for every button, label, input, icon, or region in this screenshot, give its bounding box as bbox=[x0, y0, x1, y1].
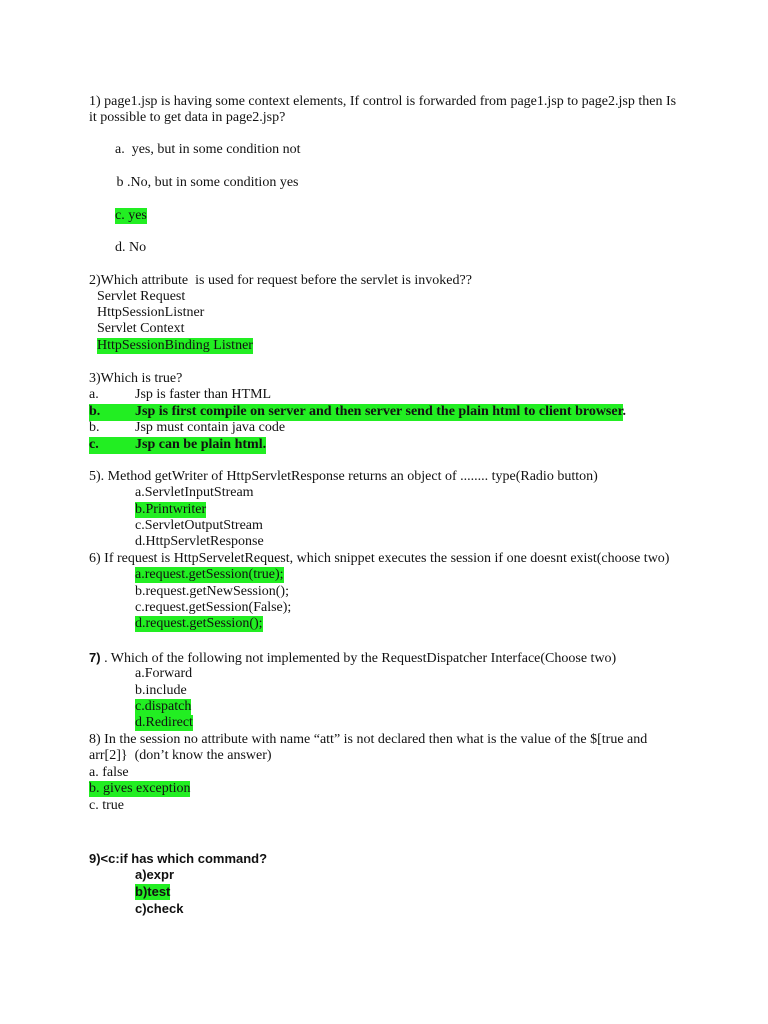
q3-option-b-marker: b. bbox=[89, 404, 101, 419]
q8-option-c: c. true bbox=[89, 798, 124, 813]
q7-number: 7) bbox=[89, 650, 101, 665]
q9-option-c: c)check bbox=[135, 901, 184, 916]
q8-question-line2: arr[2]} (don’t know the answer) bbox=[89, 748, 272, 763]
q5-option-b-correct: b.Printwriter bbox=[135, 502, 207, 517]
q1-question-line2: it possible to get data in page2.jsp? bbox=[89, 110, 286, 125]
q5-option-d: d.HttpServletResponse bbox=[135, 534, 264, 549]
q1-option-b: b .No, but in some condition yes bbox=[113, 175, 299, 190]
q2-question: 2)Which attribute is used for request before the servlet is invoked?? bbox=[89, 273, 472, 288]
q3-option-c-marker: c. bbox=[89, 437, 99, 452]
q9-option-a: a)expr bbox=[135, 867, 175, 882]
q3-option-b2-marker: b. bbox=[89, 420, 100, 435]
q3-option-b-correct bbox=[89, 404, 627, 421]
q8-option-a: a. false bbox=[89, 765, 129, 780]
q6-option-c: c.request.getSession(False); bbox=[135, 600, 292, 615]
q6-option-b: b.request.getNewSession(); bbox=[135, 584, 289, 599]
q7-option-d-correct: d.Redirect bbox=[135, 715, 193, 730]
q1-option-c-correct: c. yes bbox=[115, 208, 147, 223]
q3-option-b2 bbox=[89, 420, 309, 437]
q3-option-c-correct bbox=[89, 437, 266, 454]
q3-question: 3)Which is true? bbox=[89, 371, 183, 386]
q6-option-a-correct: a.request.getSession(true); bbox=[135, 567, 284, 582]
q5-option-a: a.ServletInputStream bbox=[135, 485, 254, 500]
q7-question-text: . Which of the following not implemented by the RequestDispatcher Interface(Choose two) bbox=[100, 651, 617, 666]
q3-option-a-marker: a. bbox=[89, 387, 99, 402]
q3-option-b-text: Jsp is first compile on server and then server send the plain html to client browser. bbox=[135, 404, 627, 419]
q6-option-d-correct: d.request.getSession(); bbox=[135, 616, 263, 631]
q9-question: 9)<c:if has which command? bbox=[89, 851, 268, 866]
q9-option-b-correct: b)test bbox=[135, 884, 171, 899]
q7-option-b: b.include bbox=[135, 683, 187, 698]
q8-question-line1: 8) In the session no attribute with name “att” is not declared then what is the value of the $[true and bbox=[89, 732, 648, 747]
q7-option-a: a.Forward bbox=[135, 666, 193, 681]
q5-option-c: c.ServletOutputStream bbox=[135, 518, 263, 533]
q7-option-c-correct: c.dispatch bbox=[135, 699, 192, 714]
q7-question bbox=[89, 650, 616, 667]
q2-option-4-correct: HttpSessionBinding Listner bbox=[97, 338, 253, 353]
q2-option-1: Servlet Request bbox=[97, 289, 186, 304]
q3-option-b2-text: Jsp must contain java code bbox=[135, 420, 286, 435]
q2-option-3: Servlet Context bbox=[97, 321, 185, 336]
q6-question: 6) If request is HttpServeletRequest, which snippet executes the session if one doesnt exist(choose two) bbox=[89, 551, 670, 566]
q5-question: 5). Method getWriter of HttpServletResponse returns an object of ........ type(Radio button) bbox=[89, 469, 598, 484]
q1-option-a: a. yes, but in some condition not bbox=[115, 142, 301, 157]
q3-option-a-text: Jsp is faster than HTML bbox=[135, 387, 272, 402]
q3-option-a bbox=[89, 387, 279, 404]
q1-option-d: d. No bbox=[115, 240, 147, 255]
q1-question-line1: 1) page1.jsp is having some context elements, If control is forwarded from page1.jsp to page2.jsp then Is bbox=[89, 94, 677, 109]
q2-option-2: HttpSessionListner bbox=[97, 305, 205, 320]
q3-option-c-text: Jsp can be plain html. bbox=[135, 437, 267, 452]
q8-option-b-correct: b. gives exception bbox=[89, 781, 191, 796]
